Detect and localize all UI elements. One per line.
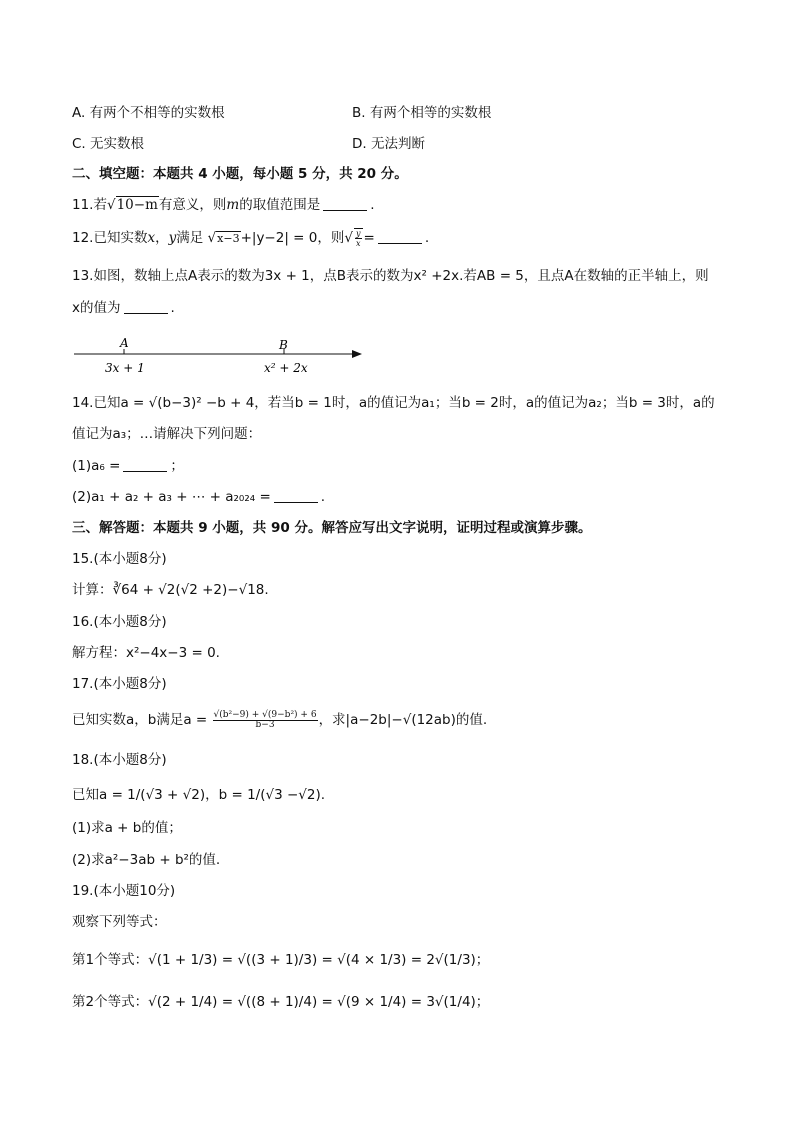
point-b-expression: x² + 2x	[264, 361, 308, 375]
section-answer-heading: 三、解答题：本题共 9 小题，共 90 分。解答应写出文字说明，证明过程或演算步骤。	[72, 520, 592, 536]
q12-post: =	[363, 230, 375, 246]
q12-x: x	[147, 230, 156, 246]
answer-blank	[124, 301, 168, 314]
question-17-body	[72, 710, 487, 730]
question-19-intro: 观察下列等式：	[72, 914, 167, 930]
question-12: 12.已知实数x，y满足 √x−3+|y−2| = 0，则√ $\frac{y}{x}$ = .	[72, 229, 430, 248]
point-a-expression: 3x + 1	[105, 361, 145, 375]
q11-mid: 有意义，则	[158, 197, 227, 213]
point-b-label: B	[279, 338, 288, 352]
q12-mid: 满足	[176, 230, 204, 246]
question-18-title: 18.(本小题8分)	[72, 752, 167, 768]
q17-denominator: b−3	[255, 719, 275, 730]
question-14-line1: 14.已知a = √(b−3)² −b + 4，若当b = 1时，a的值记为a₁；当b = 2时，a的值记为a₂；当b = 3时，a的	[72, 395, 715, 411]
number-line-figure	[72, 334, 372, 382]
q12-radicand: x−3	[217, 232, 240, 245]
question-15-body: 计算：∛64 + √2(√2 +2)−√18.	[72, 582, 269, 598]
q12-pre: 12.已知实数	[72, 230, 148, 246]
q11-post: 的取值范围是	[239, 197, 321, 213]
question-18-sub2: (2)求a²−3ab + b²的值.	[72, 852, 221, 868]
q17-numerator: √(b²−9) + √(9−b²) + 6	[213, 709, 317, 720]
question-11: 11.若√10−m有意义，则m的取值范围是 .	[72, 197, 375, 213]
question-13-line2: x的值为 .	[72, 300, 175, 316]
q12-y: y	[168, 230, 177, 246]
question-18-body: 已知a = 1/(√3 + √2)，b = 1/(√3 −√2).	[72, 787, 326, 803]
question-14-sub2: (2)a₁ + a₂ + a₃ + ⋯ + a₂₀₂₄ = .	[72, 489, 326, 505]
answer-blank	[123, 459, 167, 472]
q11-pre: 11.若	[72, 197, 107, 213]
question-16-body: 解方程：x²−4x−3 = 0.	[72, 645, 220, 661]
q17-fraction	[213, 711, 318, 730]
q11-radicand: 10−m	[116, 197, 158, 213]
question-19-eq1: 第1个等式：√(1 + 1/3) = √((3 + 1)/3) = √(4 × 1/3) = 2√(1/3)；	[72, 952, 490, 968]
q13-line2-pre: x的值为	[72, 300, 121, 316]
question-13-line1: 13.如图，数轴上点A表示的数为3x + 1，点B表示的数为x² +2x.若AB = 5，且点A在数轴的正半轴上，则	[72, 268, 709, 284]
question-18-sub1: (1)求a + b的值；	[72, 820, 182, 836]
q14-sub2-text: (2)a₁ + a₂ + a₃ + ⋯ + a₂₀₂₄ =	[72, 489, 271, 505]
q12-fraction: $\frac{y}{x}$	[355, 229, 361, 248]
q12-sep: ，	[155, 230, 169, 246]
point-a-label: A	[120, 336, 129, 350]
question-15-title: 15.(本小题8分)	[72, 551, 167, 567]
question-14-line2: 值记为a₃；…请解决下列问题：	[72, 426, 262, 442]
q17-pre: 已知实数a，b满足a =	[72, 712, 208, 728]
option-c: C. 无实数根	[72, 136, 145, 152]
question-16-title: 16.(本小题8分)	[72, 614, 167, 630]
q14-sub1-text: (1)a₆ =	[72, 458, 121, 474]
question-14-sub1: (1)a₆ = ；	[72, 458, 184, 474]
answer-blank	[274, 490, 318, 503]
arrow-right-icon	[352, 350, 362, 358]
answer-blank	[323, 198, 367, 211]
section-fill-in-heading: 二、填空题：本题共 4 小题，每小题 5 分，共 20 分。	[72, 166, 408, 182]
question-19-eq2: 第2个等式：√(2 + 1/4) = √((8 + 1)/4) = √(9 × 1/4) = 3√(1/4)；	[72, 994, 490, 1010]
answer-blank	[378, 231, 422, 244]
q11-var: m	[226, 197, 240, 213]
question-19-title: 19.(本小题10分)	[72, 883, 176, 899]
q12-expr2: +|y−2| = 0，则	[240, 230, 345, 246]
q17-post: ，求|a−2b|−√(12ab)的值.	[318, 712, 488, 728]
option-b: B. 有两个相等的实数根	[352, 105, 492, 121]
option-d: D. 无法判断	[352, 136, 425, 152]
question-17-title: 17.(本小题8分)	[72, 676, 167, 692]
option-a: A. 有两个不相等的实数根	[72, 105, 225, 121]
